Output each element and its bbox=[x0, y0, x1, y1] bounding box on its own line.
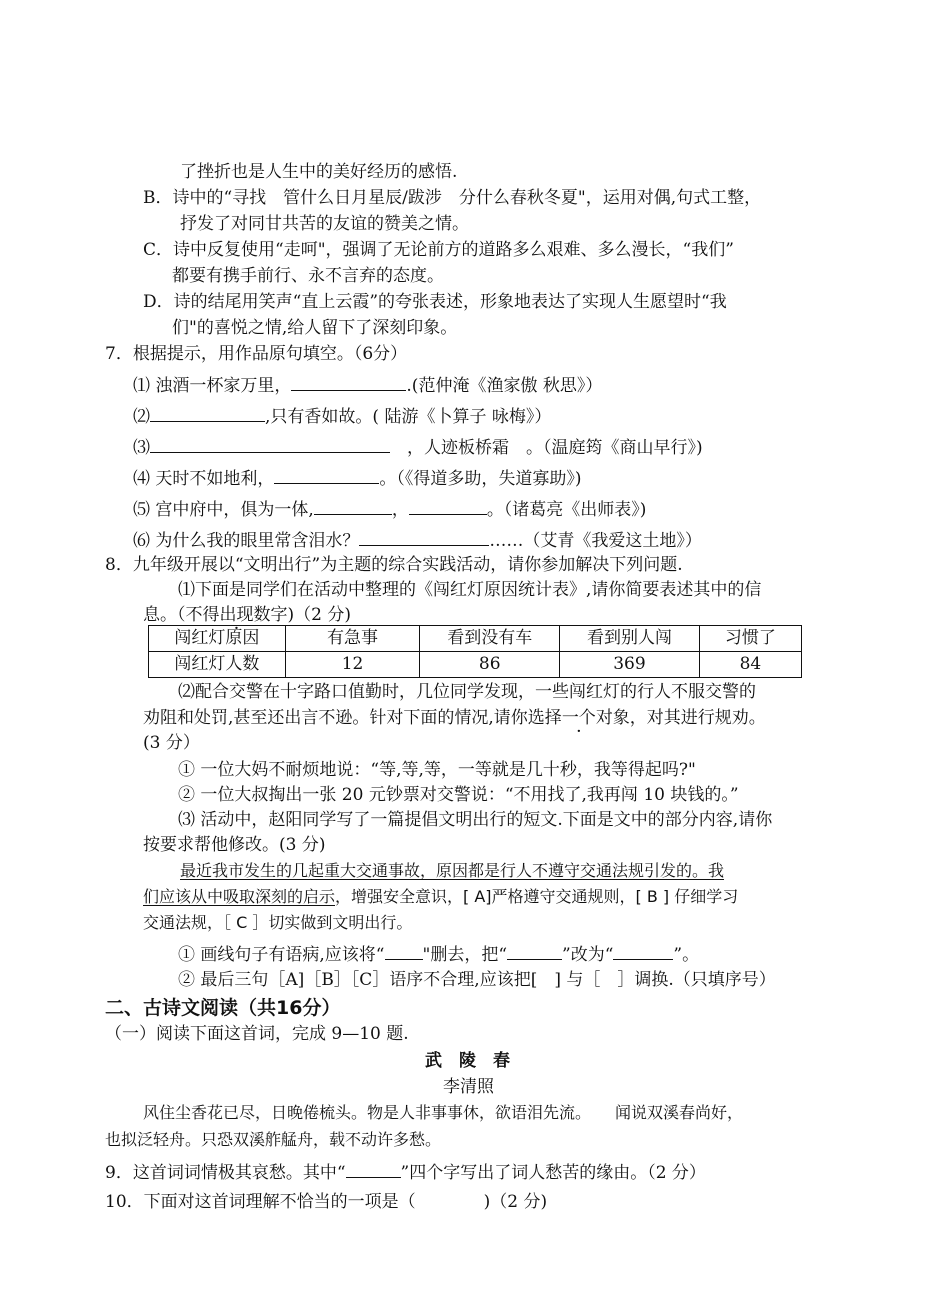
q7-item-2-pre: ⑵ bbox=[133, 407, 150, 427]
q8-q1-blank-a[interactable] bbox=[385, 941, 423, 960]
q8-part1-prefix: 息。（ bbox=[143, 605, 186, 625]
q8-q1-text-a: ① 画线句子有语病,应该将“ bbox=[178, 945, 385, 965]
q6-option-b-line2: 抒发了对同甘共苦的友谊的赞美之情。 bbox=[180, 214, 469, 234]
q8-part2-suffix: 对象，对其进行规劝。 bbox=[595, 708, 766, 728]
q8-passage-line1: 最近我市发生的几起重大交通事故，原因都是行人不遵守交通法规引发的。我 bbox=[180, 861, 725, 880]
q7-item-4-post: 。（《得道多助，失道寡助》) bbox=[379, 469, 582, 489]
table-cell: 闯红灯原因 bbox=[149, 626, 286, 652]
q8-part2-case1: ① 一位大妈不耐烦地说：“等,等,等，一等就是几十秒，我等得起吗?" bbox=[178, 760, 696, 780]
q8-q1-blank-c[interactable] bbox=[613, 941, 673, 960]
q7-item-5-pre: ⑸ 宫中府中，俱为一体, bbox=[133, 500, 314, 520]
q7-blank-5b[interactable] bbox=[409, 496, 487, 515]
q7-blank-4[interactable] bbox=[274, 465, 379, 484]
q8-passage-line3: 交通法规，［ C ］切实做到文明出行。 bbox=[143, 913, 413, 932]
q7-item-5-mid: ， bbox=[391, 500, 409, 520]
q6-option-d-line2: 们"的喜悦之情,给人留下了深刻印象。 bbox=[172, 318, 458, 338]
q8-part3-line1: ⑶ 活动中，赵阳同学写了一篇提倡文明出行的短文.下面是文中的部分内容,请你 bbox=[178, 810, 773, 830]
q7-blank-6[interactable] bbox=[359, 527, 489, 546]
table-cell: 看到没有车 bbox=[420, 626, 560, 652]
q7-item-1-post: .(范仲淹《渔家傲 秋思》） bbox=[406, 376, 603, 396]
q7-item-5-post: 。（诸葛亮《出师表》) bbox=[486, 500, 647, 520]
q6-option-a-continuation: 了挫折也是人生中的美好经历的感悟. bbox=[180, 162, 458, 182]
table-cell: 闯红灯人数 bbox=[149, 652, 286, 678]
q7-item-2-post: ,只有香如故。( 陆游《卜算子 咏梅》） bbox=[265, 407, 552, 427]
q8-part2-case2: ② 一位大叔掏出一张 20 元钞票对交警说：“不用找了,我再闯 10 块钱的。” bbox=[178, 785, 739, 805]
q8-q1-blank-b[interactable] bbox=[507, 941, 562, 960]
q9-blank[interactable] bbox=[346, 1159, 401, 1178]
q9 bbox=[105, 1159, 706, 1185]
table-header-row bbox=[149, 626, 802, 652]
table-cell: 有急事 bbox=[285, 626, 420, 652]
q7-blank-1[interactable] bbox=[291, 372, 406, 391]
q7-item-4-pre: ⑷ 天时不如地利， bbox=[133, 469, 275, 489]
q6-option-d-line1: D．诗的结尾用笑声“直上云霞”的夸张表述，形象地表达了实现人生愿望时“我 bbox=[143, 292, 727, 312]
poem-line1: 风住尘香花已尽，日晚倦梳头。物是人非事事休，欲语泪先流。 闻说双溪春尚好， bbox=[143, 1103, 744, 1122]
q8-part1-line1: ⑴下面是同学们在活动中整理的《闯红灯原因统计表》,请你简要表述其中的信 bbox=[178, 580, 762, 600]
q8-passage-line2 bbox=[143, 885, 738, 909]
q8-part1-emphasis: 不得出现数字 · bbox=[186, 605, 288, 625]
q8-q1-text-b: "删去，把“ bbox=[422, 945, 508, 965]
table-cell: 看到别人闯 bbox=[560, 626, 700, 652]
table-cell: 84 bbox=[699, 652, 801, 678]
q7-blank-5a[interactable] bbox=[314, 496, 392, 515]
q7-item-2 bbox=[133, 403, 551, 429]
q8-title: 8．九年级开展以“文明出行”为主题的综合实践活动，请你参加解决下列问题. bbox=[105, 555, 683, 575]
q7-item-3 bbox=[133, 434, 703, 460]
q8-q1-text-c: ”改为“ bbox=[562, 945, 614, 965]
q8-part1-suffix: )（2 分) bbox=[287, 605, 351, 625]
q7-item-6-pre: ⑹ 为什么我的眼里常含泪水？ bbox=[133, 531, 360, 551]
q10: 10．下面对这首词理解不恰当的一项是（ )（2 分) bbox=[105, 1192, 548, 1212]
q7-item-3-post: ，人迹板桥霜 。（温庭筠《商山早行》) bbox=[390, 438, 703, 458]
q8-part1-line2 bbox=[143, 603, 351, 627]
q9-text-b: ”四个字写出了词人愁苦的缘由。（2 分） bbox=[400, 1163, 706, 1183]
q7-blank-3[interactable] bbox=[150, 434, 390, 453]
q7-item-3-pre: ⑶ bbox=[133, 438, 150, 458]
q8-passage-rest: ，增强安全意识，[ A]严格遵守交通规则，[ B ] 仔细学习 bbox=[335, 887, 739, 906]
table-cell: 习惯了 bbox=[699, 626, 801, 652]
red-light-stats-table bbox=[148, 625, 802, 678]
q8-part2-line1: ⑵配合交警在十字路口值勤时，几位同学发现，一些闯红灯的行人不服交警的 bbox=[178, 682, 756, 702]
q8-part3-question2: ② 最后三句［A]［B］［C］语序不合理,应该把[ ] 与［ ］调换.（只填序号） bbox=[178, 970, 776, 990]
section2-subtitle: （一）阅读下面这首词，完成 9—10 题. bbox=[105, 1024, 409, 1044]
poem-title: 武 陵 春 bbox=[425, 1051, 510, 1071]
q8-part2-score: (3 分） bbox=[143, 733, 200, 753]
q6-option-c-line2: 都要有携手前行、永不言弃的态度。 bbox=[172, 266, 444, 286]
q7-item-6-post: ……（艾青《我爱这土地》） bbox=[489, 531, 702, 551]
q8-part2-emphasis: 一个 bbox=[561, 708, 596, 728]
q8-passage-underlined: 们应该从中吸取深刻的启示 bbox=[143, 887, 336, 906]
table-row bbox=[149, 652, 802, 678]
q8-part3-line2: 按要求帮他修改。(3 分) bbox=[143, 835, 326, 855]
table-cell: 12 bbox=[285, 652, 420, 678]
q8-part3-question1 bbox=[178, 941, 699, 967]
q8-q1-text-d: ”。 bbox=[673, 945, 700, 965]
q7-item-1-pre: ⑴ 浊酒一杯家万里， bbox=[133, 376, 292, 396]
q8-part2-prefix: 劝阻和处罚,甚至还出言不逊。针对下面的情况,请你选择 bbox=[143, 708, 562, 728]
table-cell: 369 bbox=[560, 652, 700, 678]
q6-option-c-line1: C．诗中反复使用“走呵"，强调了无论前方的道路多么艰难、多么漫长，“我们” bbox=[143, 240, 734, 260]
q6-option-b-line1: B．诗中的“寻找 管什么日月星辰/跋涉 分什么春秋冬夏"，运用对偶,句式工整， bbox=[143, 188, 762, 208]
poem-line2: 也拟泛轻舟。只恐双溪舴艋舟，载不动许多愁。 bbox=[105, 1130, 442, 1149]
q9-text-a: 9．这首词词情极其哀愁。其中“ bbox=[105, 1163, 346, 1183]
q7-item-1 bbox=[133, 372, 602, 398]
section2-title: 二、古诗文阅读（共16分） bbox=[105, 997, 341, 1019]
q7-item-6 bbox=[133, 527, 702, 553]
poem-author: 李清照 bbox=[443, 1077, 494, 1097]
table-cell: 86 bbox=[420, 652, 560, 678]
q8-part2-line2 bbox=[143, 706, 766, 730]
q7-item-4 bbox=[133, 465, 582, 491]
q7-item-5 bbox=[133, 496, 646, 522]
q7-blank-2[interactable] bbox=[150, 403, 265, 422]
q7-title: 7．根据提示，用作品原句填空。（6分） bbox=[105, 344, 408, 364]
